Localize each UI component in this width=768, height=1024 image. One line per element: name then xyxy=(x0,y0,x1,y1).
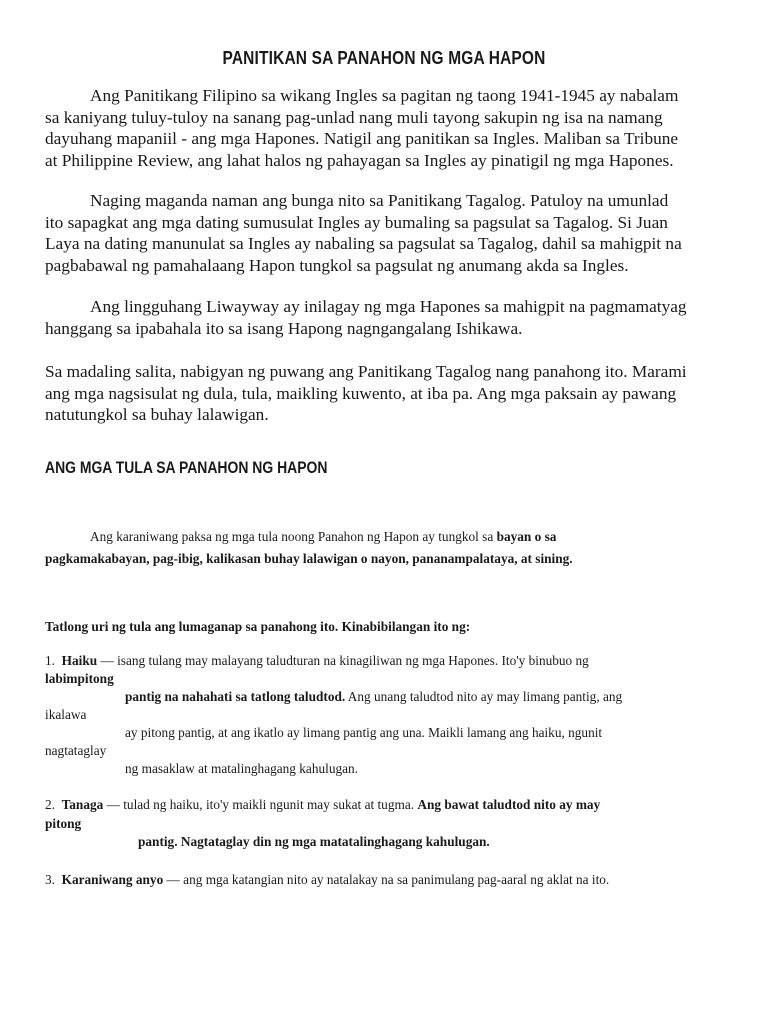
paragraph-line: Sa madaling salita, nabigyan ng puwang ang Panitikang Tagalog nang panahong ito. Marami xyxy=(45,362,687,381)
paragraph-3 xyxy=(45,296,722,339)
item-karaniwang-anyo-line-1: 3. Karaniwang anyo — ang mga katangian nito ay natalakay na sa panimulang pag-aaral ng aklat na ito. xyxy=(45,872,610,887)
paragraph-line: natutungkol sa buhay lalawigan. xyxy=(45,405,269,424)
page-title: PANITIKAN SA PANAHON NG MGA HAPON xyxy=(222,48,546,68)
paragraph-line: Naging maganda naman ang bunga nito sa Panitikang Tagalog. Patuloy na umunlad xyxy=(90,191,669,210)
intro-line-1: Ang karaniwang paksa ng mga tula noong Panahon ng Hapon ay tungkol sa bayan o sa xyxy=(90,529,557,544)
item-tanaga-line-1: 2. Tanaga — tulad ng haiku, ito'y maikli ngunit may sukat at tugma. Ang bawat taludtod nito ay may xyxy=(45,797,601,812)
paragraph-line: dayuhang mapaniil - ang mga Hapones. Natigil ang panitikan sa Ingles. Maliban sa Tribune xyxy=(45,129,679,148)
section-heading: ANG MGA TULA SA PANAHON NG HAPON xyxy=(45,458,328,477)
item-tanaga-line-3: pantig. Nagtataglay din ng mga matatalinghagang kahulugan. xyxy=(138,834,490,849)
types-heading: Tatlong uri ng tula ang lumaganap sa panahong ito. Kinabibilangan ito ng: xyxy=(45,619,471,634)
item-haiku-line-1: 1. Haiku — isang tulang may malayang taludturan na kinagiliwan ng mga Hapones. Ito'y binubuo ng xyxy=(45,653,589,668)
paragraph-line: at Philippine Review, ang lahat halos ng pahayagan sa Ingles ay pinatigil ng mga Hapones. xyxy=(45,150,674,170)
item-haiku-line-4: ikalawa xyxy=(45,707,87,722)
paragraph-line: Laya na dating manunulat sa Ingles ay nabaling sa pagsulat sa Tagalog, dahil sa mahigpit na xyxy=(45,234,682,253)
item-tanaga-line-2: pitong xyxy=(45,816,82,831)
intro-line-2: pagkamakabayan, pag-ibig, kalikasan buhay lalawigan o nayon, pananampalataya, at sining. xyxy=(45,551,573,566)
paragraph-line: sa kaniyang tuluy-tuloy na sanang pag-unlad nang muli tayong sakupin ng isa na namang xyxy=(45,107,663,127)
item-haiku-line-3: pantig na nahahati sa tatlong taludtod. Ang unang taludtod nito ay may limang pantig, ang xyxy=(125,689,623,704)
item-haiku-line-5: ay pitong pantig, at ang ikatlo ay limang pantig ang una. Maikli lamang ang haiku, ngunit xyxy=(125,725,603,740)
item-haiku-line-7: ng masaklaw at matalinghagang kahulugan. xyxy=(125,761,358,776)
item-haiku-line-6: nagtataglay xyxy=(45,743,107,758)
paragraph-1 xyxy=(45,85,722,171)
item-haiku-line-2: labimpitong xyxy=(45,671,114,686)
paragraph-line: ang mga nagsisulat ng dula, tula, maikling kuwento, at iba pa. Ang mga paksain ay pawang xyxy=(45,383,677,403)
paragraph-2 xyxy=(45,190,722,276)
paragraph-line: pagbabawal ng pamahalaang Hapon tungkol sa pagsulat ng anumang akda sa Ingles. xyxy=(45,255,629,275)
paragraph-4 xyxy=(45,361,722,426)
paragraph-line: Ang lingguhang Liwayway ay inilagay ng mga Hapones sa mahigpit na pagmamatyag xyxy=(90,297,687,316)
paragraph-line: Ang Panitikang Filipino sa wikang Ingles sa pagitan ng taong 1941-1945 ay nabalam xyxy=(90,86,679,105)
paragraph-line: hanggang sa ipabahala ito sa isang Hapong nagngangalang Ishikawa. xyxy=(45,318,523,338)
paragraph-line: ito sapagkat ang mga dating sumusulat Ingles ay bumaling sa pagsulat sa Tagalog. Si Juan xyxy=(45,212,668,232)
